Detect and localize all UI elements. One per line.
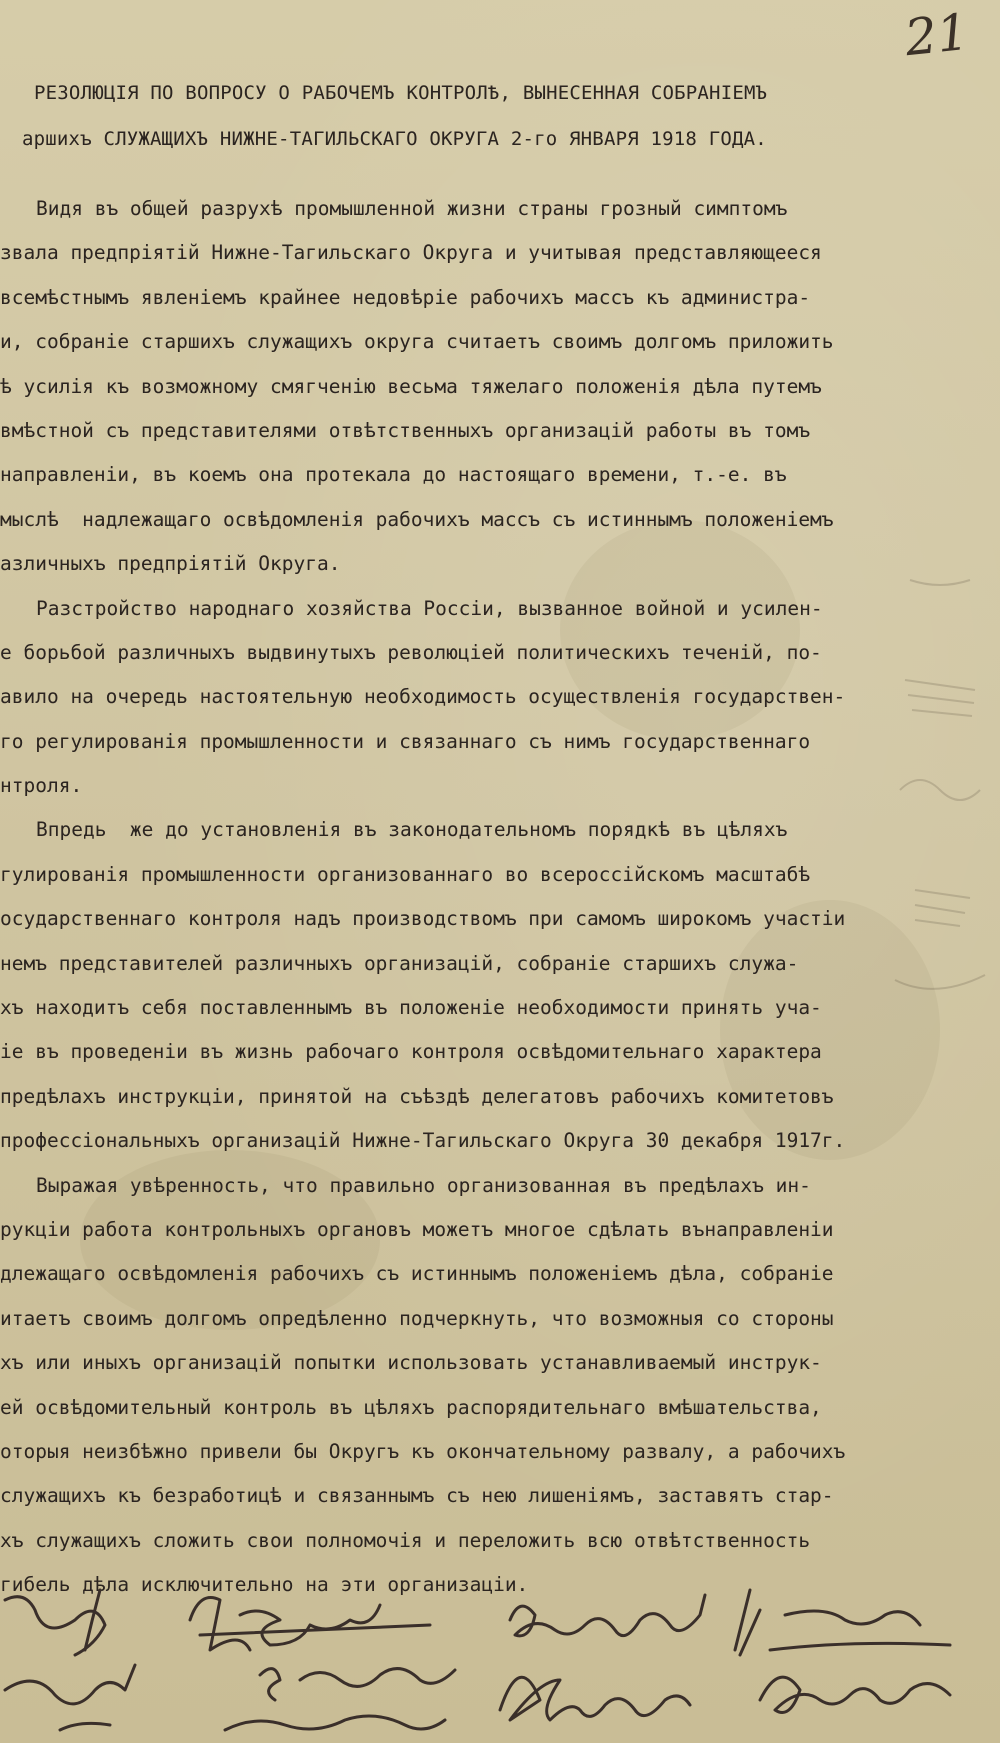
text-line: рукцiи работа контрольныхъ органовъ можетъ многое сдѣлать вънаправленiи <box>0 1217 834 1241</box>
text-line: е борьбой различныхъ выдвинутыхъ революцiей политическихъ теченiй, по- <box>0 640 822 664</box>
signature-stroke <box>260 1669 455 1700</box>
document-title <box>0 70 1000 162</box>
text-line: осударственнаго контроля надъ производствомъ при самомъ широкомъ участiи <box>0 907 846 931</box>
text-line: хъ служащихъ сложить свои полномочiя и переложить всю отвѣтственность <box>0 1528 811 1552</box>
text-line: нтроля. <box>0 774 83 798</box>
text-line: звала предпрiятiй Нижне-Тагильскаго Округа и учитывая представляющееся <box>0 241 822 265</box>
text-line: служащихъ къ безработицѣ и связаннымъ съ нею лишенiямъ, заставятъ стар- <box>0 1484 834 1508</box>
signature-stroke <box>190 1598 380 1651</box>
text-line: го регулированiя промышленности и связаннаго съ нимъ государственнаго <box>0 729 811 753</box>
text-line: предѣлахъ инструкцiи, принятой на съѣздѣ делегатовъ рабочихъ комитетовъ <box>0 1084 834 1108</box>
text-line: направленiи, въ коемъ она протекала до настоящаго времени, т.-е. въ <box>0 463 787 487</box>
signature-stroke <box>60 1723 110 1730</box>
text-line: мыслѣ надлежащаго освѣдомленiя рабочихъ массъ съ истиннымъ положенiемъ <box>0 507 834 531</box>
text-line: хъ или иныхъ организацiй попытки использовать устанавливаемый инструк- <box>0 1351 822 1375</box>
text-line: оторыя неизбѣжно привели бы Округъ къ окончательному развалу, а рабочихъ <box>0 1439 846 1463</box>
text-line: хъ находитъ себя поставленнымъ въ положенiе необходимости принять уча- <box>0 996 822 1020</box>
text-line: профессiональныхъ организацiй Нижне-Тагильскаго Округа 30 декабря 1917г. <box>0 1129 846 1153</box>
text-line: гулированiя промышленности организованнаго во всероссiйскомъ масштабѣ <box>0 862 811 886</box>
text-line: Разстройство народнаго хозяйства Россiи, вызванное войной и усилен- <box>36 596 823 620</box>
text-line: Впредь же до установленiя въ законодательномъ порядкѣ въ цѣляхъ <box>36 818 788 842</box>
text-line: длежащаго освѣдомленiя рабочихъ съ истиннымъ положенiемъ дѣла, собранiе <box>0 1262 834 1286</box>
text-line: вмѣстной съ представителями отвѣтственныхъ организацiй работы въ томъ <box>0 418 811 442</box>
text-line: Видя въ общей разрухѣ промышленной жизни страны грозный симптомъ <box>36 197 788 220</box>
text-line: авило на очередь настоятельную необходимость осуществленiя государствен- <box>0 685 846 709</box>
signature-stroke <box>760 1677 950 1712</box>
folio-number: 21 <box>902 2 972 68</box>
signatures-image <box>0 1580 1000 1743</box>
text-line: и, собранiе старшихъ служащихъ округа считаетъ своимъ долгомъ приложить <box>0 330 834 354</box>
text-line: гибель дѣла исключительно на эти организацiи. <box>0 1573 529 1597</box>
signature-stroke <box>5 1665 135 1704</box>
signature-stroke <box>500 1677 690 1720</box>
signature-stroke <box>510 1595 705 1636</box>
title-line-1: РЕЗОЛЮЦIЯ ПО ВОПРОСУ О РАБОЧЕМЪ КОНТРОЛѢ, ВЫНЕСЕННАЯ СОБРАНIЕМЪ <box>34 82 768 104</box>
text-line: итаетъ своимъ долгомъ опредѣленно подчеркнуть, что возможныя со стороны <box>0 1306 834 1330</box>
text-line: всемѣстнымъ явленiемъ крайнее недовѣрiе рабочихъ массъ къ администра- <box>0 285 811 309</box>
text-line: Выражая увѣренность, что правильно организованная въ предѣлахъ ин- <box>36 1173 811 1197</box>
signatures-block <box>0 1580 1000 1743</box>
text-line: ѣ усилiя къ возможному смягченiю весьма тяжелаго положенiя дѣла путемъ <box>0 374 822 398</box>
text-line: iе въ проведенiи въ жизнь рабочаго контроля освѣдомительнаго характера <box>0 1040 822 1064</box>
document-body <box>0 187 1000 1608</box>
bleed-through-marks <box>890 560 1000 1060</box>
text-line: немъ представителей различныхъ организацiй, собранiе старшихъ служа- <box>0 951 799 975</box>
signature-stroke <box>225 1716 445 1730</box>
text-line: азличныхъ предпрiятiй Округа. <box>0 552 341 576</box>
signature-stroke <box>770 1643 950 1650</box>
title-line-2: аршихъ СЛУЖАЩИХЪ НИЖНЕ-ТАГИЛЬСКАГО ОКРУГА 2-го ЯНВАРЯ 1918 ГОДА. <box>22 128 767 150</box>
text-line: ей освѣдомительный контроль въ цѣляхъ распорядительнаго вмѣшательства, <box>0 1395 822 1419</box>
